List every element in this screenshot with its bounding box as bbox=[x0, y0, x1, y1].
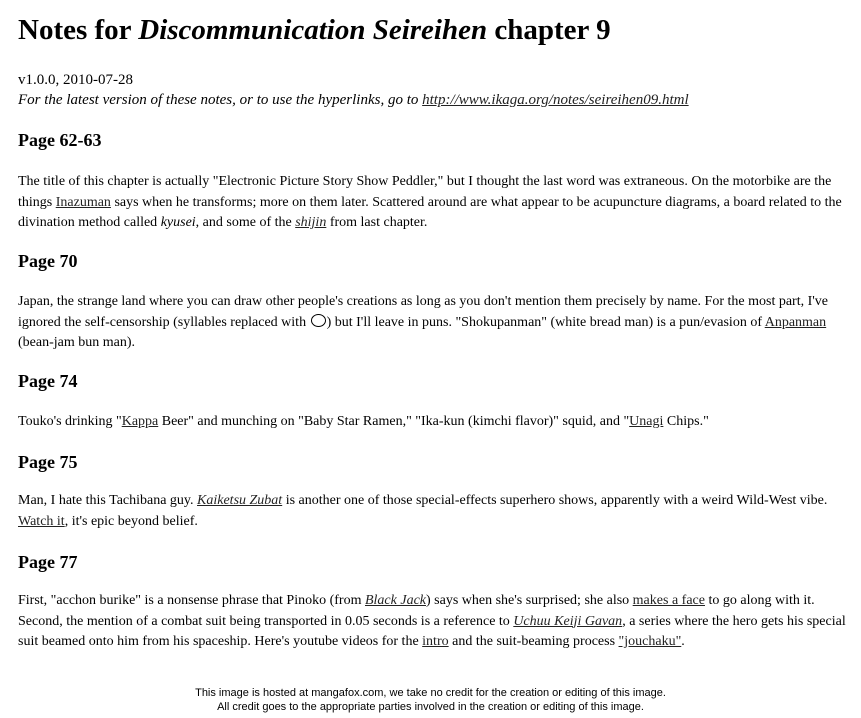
black-jack-link-text: Black Jack bbox=[364, 593, 426, 608]
version-line: v1.0.0, 2010-07-28 bbox=[18, 72, 133, 88]
kyusei-term: kyusei bbox=[160, 215, 196, 230]
footer-line-1: This image is hosted at mangafox.com, we take no credit for the creation or editing of this image. bbox=[195, 687, 666, 699]
uchuu-keiji-gavan-link-text: Uchuu Keiji Gavan bbox=[513, 613, 623, 629]
kappa-link[interactable]: Kappa bbox=[121, 414, 159, 429]
anpanman-link[interactable]: Anpanman bbox=[764, 314, 827, 330]
text-run: Touko's drinking " bbox=[18, 414, 122, 429]
title-series: Discommunication Seireihen bbox=[138, 14, 488, 46]
text-run: Man, I hate this Tachibana guy. bbox=[18, 493, 198, 508]
text-run: and the suit-beaming process bbox=[448, 634, 619, 649]
kaiketsu-zubat-link[interactable] bbox=[197, 493, 282, 508]
text-run: to go along with it. Second, the mention of a combat suit being transported in 0.05 seconds is a reference to bbox=[18, 593, 815, 629]
text-run: , a series where the hero gets his special suit beamed onto him from his spaceship. Here's youtube videos for the bbox=[18, 613, 846, 649]
shijin-link-text: shijin bbox=[295, 215, 327, 230]
text-run: ) says when she's surprised; she also bbox=[426, 593, 633, 608]
circle-glyph-icon bbox=[311, 314, 326, 327]
black-jack-link[interactable] bbox=[365, 593, 426, 608]
text-run: Chips." bbox=[663, 414, 709, 429]
section-text-page-75 bbox=[18, 491, 854, 532]
section-heading-page-75: Page 75 bbox=[18, 452, 78, 472]
kaiketsu-zubat-link-text: Kaiketsu Zubat bbox=[197, 493, 283, 508]
notes-url-link[interactable]: http://www.ikaga.org/notes/seireihen09.html bbox=[422, 92, 689, 108]
intro-link[interactable]: intro bbox=[422, 634, 449, 649]
note-text: For the latest version of these notes, or to use the hyperlinks, go to bbox=[18, 92, 423, 108]
jouchaku-link[interactable]: "jouchaku" bbox=[618, 634, 682, 649]
text-run: Beer" and munching on "Baby Star Ramen," "Ika-kun (kimchi flavor)" squid, and " bbox=[158, 414, 630, 429]
text-run: First, "acchon burike" is a nonsense phrase that Pinoko (from bbox=[18, 593, 365, 608]
section-text-page-70 bbox=[18, 292, 854, 354]
watch-it-link[interactable]: Watch it bbox=[18, 513, 65, 529]
text-run: from last chapter. bbox=[326, 215, 428, 230]
footer-line-2: All credit goes to the appropriate parties involved in the creation or editing of this image. bbox=[217, 701, 644, 713]
unagi-link[interactable]: Unagi bbox=[629, 414, 664, 429]
section-heading-page-62-63: Page 62-63 bbox=[18, 130, 102, 150]
meta-block bbox=[18, 70, 689, 110]
text-run: (bean-jam bun man). bbox=[18, 335, 136, 350]
title-prefix: Notes for bbox=[18, 14, 139, 46]
mangafox-credit-footer bbox=[0, 686, 861, 714]
section-heading-page-77: Page 77 bbox=[18, 552, 78, 572]
inazuman-link[interactable]: Inazuman bbox=[55, 194, 111, 210]
title-suffix: chapter 9 bbox=[487, 14, 611, 46]
text-run: says when he transforms; more on them later. Scattered around are what appear to be acupuncture diagrams, a board related to the divination method called bbox=[18, 194, 842, 230]
section-text-page-62-63 bbox=[18, 172, 854, 234]
section-heading-page-74: Page 74 bbox=[18, 371, 78, 391]
section-text-page-74 bbox=[18, 412, 854, 433]
text-run: , it's epic beyond belief. bbox=[64, 513, 198, 529]
page-title bbox=[18, 12, 611, 48]
text-run: , and some of the bbox=[195, 215, 296, 230]
section-heading-page-70: Page 70 bbox=[18, 251, 78, 271]
latest-version-note bbox=[18, 90, 689, 110]
section-text-page-77 bbox=[18, 591, 854, 653]
text-run: Japan, the strange land where you can draw other people's creations as long as you don't mention them precisely by name. For the most part, I've ignored the self-censorship (syllables replaced with bbox=[18, 294, 829, 330]
text-run: ) but I'll leave in puns. "Shokupanman" (white bread man) is a pun/evasion of bbox=[326, 314, 765, 330]
text-run: . bbox=[681, 634, 685, 649]
shijin-link[interactable] bbox=[295, 215, 326, 230]
text-run: The title of this chapter is actually "Electronic Picture Story Show Peddler," but I thought the last word was extraneous. On the motorbike are the things bbox=[18, 174, 832, 210]
uchuu-keiji-gavan-link[interactable] bbox=[513, 614, 622, 629]
text-run: is another one of those special-effects superhero shows, apparently with a weird Wild-West vibe. bbox=[282, 493, 828, 508]
makes-a-face-link[interactable]: makes a face bbox=[632, 593, 705, 608]
